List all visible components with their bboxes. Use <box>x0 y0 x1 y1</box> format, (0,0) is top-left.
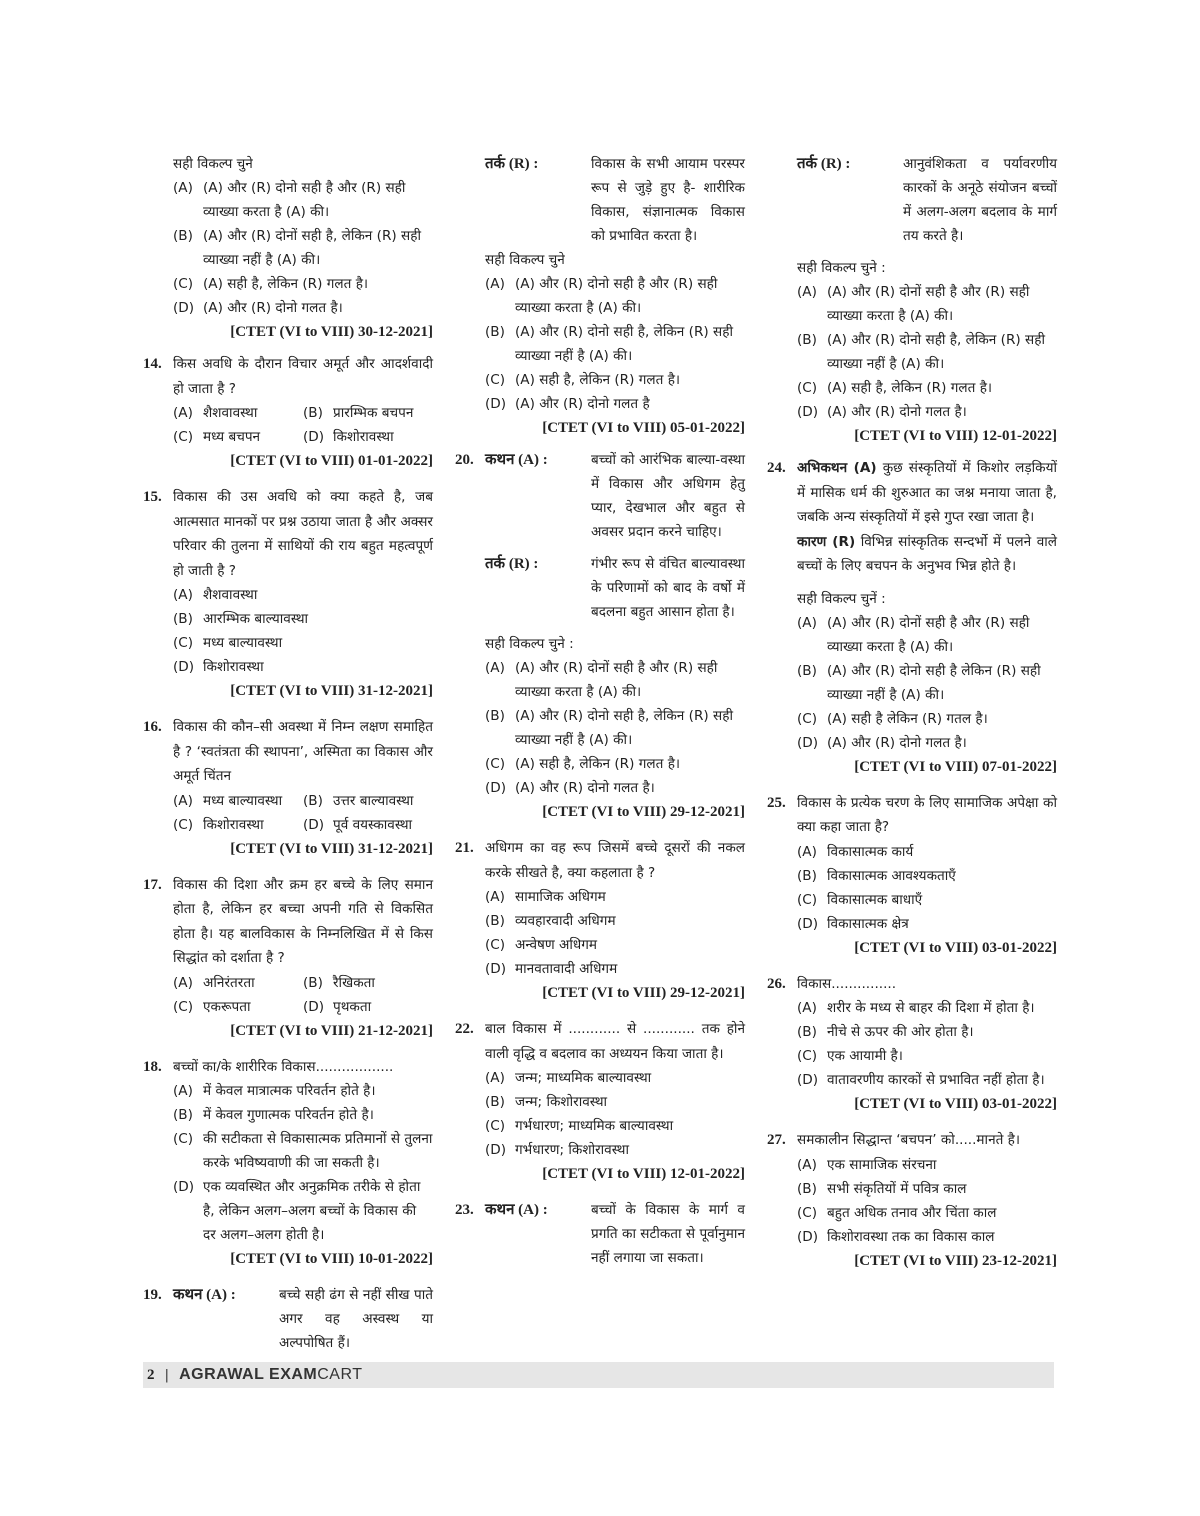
statement-label: कथन (A) : <box>485 452 548 468</box>
question-number: 27. <box>767 1132 786 1148</box>
reason-text: विकास के सभी आयाम परस्पर रूप से जुड़े हुए है- शारीरिक विकास, संज्ञानात्मक विकास को प्रभावित करता है। <box>591 156 745 244</box>
question-text: विकास............... <box>797 975 897 992</box>
question-number: 26. <box>767 975 786 992</box>
reason-text: गंभीर रूप से वंचित बाल्यावस्था के परिणामों को बाद के वर्षो में बदलना बहुत आसान होता है। <box>591 556 745 620</box>
question-14: 14. किस अवधि के दौरान विचार अमूर्त और आदर्शवादी हो जाता है ? (A) शैशवावस्था (B) प्रारम्भिक बचपन (C) मध्य बचपन (D) किशोरावस्था [CTET (VI to VIII) 01-01-2022] <box>143 352 433 481</box>
statement-text: बच्चों को आरंभिक बाल्या-वस्था में विकास और अधिगम हेतु प्यार, देखभाल और बहुत से अवसर प्रदान करने चाहिए। <box>591 452 745 540</box>
question-18: 18. बच्चों का/के शारीरिक विकास.................. (A) में केवल मात्रात्मक परिवर्तन होते है। (B) में केवल गुणात्मक परिवर्तन होते है। (C) की सटीकता से विकासात्मक प्रतिमानों से तुलना करके भविष्यवाणी की जा सकती है। (D) एक व्यवस्थित और अनुक्रमिक तरीके से होता है, लेकिन अलग–अलग बच्चों के विकास की दर अलग–अलग होती है। [CTET (VI to VIII) 10-01-2022] <box>143 1055 433 1280</box>
statement-text: बच्चे सही ढंग से नहीं सीख पाते अगर वह अस्वस्थ या अल्पपोषित हैं। <box>279 1287 433 1351</box>
page-number: 2 <box>147 1366 155 1383</box>
statement-label: कथन (A) : <box>173 1287 236 1303</box>
statement-text: बच्चों के विकास के मार्ग व प्रगति का सटीकता से पूर्वानुमान नहीं लगाया जा सकता। <box>591 1202 745 1266</box>
assertion-label: अभिकथन (A) <box>797 460 877 476</box>
exam-reference: [CTET (VI to VIII) 10-01-2022] <box>230 1251 433 1267</box>
exam-reference: [CTET (VI to VIII) 23-12-2021] <box>854 1252 1057 1269</box>
statement-label: कथन (A) : <box>485 1202 548 1218</box>
page-footer <box>143 1362 1054 1388</box>
reason-text: आनुवंशिकता व पर्यावरणीय कारकों के अनूठे संयोजन बच्चों में अलग-अलग बदलाव के मार्ग तय करते है। <box>903 156 1057 244</box>
exam-reference: [CTET (VI to VIII) 21-12-2021] <box>230 1022 433 1039</box>
question-23 <box>455 1198 745 1270</box>
reason-label: तर्क (R) : <box>797 156 851 172</box>
column-3: तर्क (R) : आनुवंशिकता व पर्यावरणीय कारकों के अनूठे संयोजन बच्चों में अलग-अलग बदलाव के मार्ग तय करते है। सही विकल्प चुने : (A) (A) और (R) दोनों सही है और (R) सही व्याख्या करता है (A) की। (B) (A) और (R) दोनो सही है, लेकिन (R) सही व्याख्या नहीं है (A) की। (C) (A) सही है, लेकिन (R) गलत है। (D) (A) और (R) दोनो गलत है। [CTET (VI to VIII) 12-01-2022] 24. अभिकथन (A) कुछ संस्कृतियों में किशोर लड़कियों में मासिक धर्म की शुरुआत का जश्न मनाया जाता है, जबकि अन्य संस्कृतियों में इसे गुप्त रखा जाता है। कारण (R) विभिन्न सांस्कृतिक सन्दर्भो में पलने वाले बच्चों के लिए बचपन के अनुभव भिन्न होते है। सही विकल्प चुनें : (A) (A) और (R) दोनों सही है और (R) सही व्याख्या करता है (A) की। (B) (A) और (R) दोनो सही है लेकिन (R) सही व्याख्या नहीं है (A) की। (C) (A) सही है लेकिन (R) गतल है। (D) (A) और (R) दोनो गलत है। [CTET (VI to VIII) 07-01-2022] 25. विकास के प्रत्येक चरण के लिए सामाजिक अपेक्षा को क्या कहा जाता है? (A) विकासात्मक कार्य (B) विकासात्मक आवश्यकताएँ (C) विकासात्मक बाधाएँ (D) विकासात्मक क्षेत्र [CTET (VI to VIII) 03-01-2022] 26. विकास............... (A) शरीर के मध्य से बाहर की दिशा में होता है। (B) नीचे से ऊपर की ओर होता है। (C) एक आयामी है। (D) वातावरणीय कारकों से प्रभावित नहीं होता है। [CTET (VI to VIII) 03-01-2022] 27. समकालीन सिद्धान्त ‘बचपन’ को.....मानते है। (A) एक सामाजिक संरचना (B) सभी संकृतियों में पवित्र काल (C) बहुत अधिक तनाव और चिंता काल (D) किशोरावस्था तक का विकास काल [CTET (VI to VIII) 23-12-2021] <box>767 152 1057 1285</box>
question-number: 23. <box>455 1202 474 1218</box>
question-text: विकास की दिशा और क्रम हर बच्चे के लिए समान होता है, लेकिन हर बच्चा अपनी गति से विकसित होता है। यह बालविकास के निम्नलिखित में से किस सिद्धांत को दर्शाता है ? <box>173 876 433 966</box>
exam-reference: [CTET (VI to VIII) 03-01-2022] <box>854 1096 1057 1112</box>
question-22: 22. बाल विकास में ............ से ............ तक होने वाली वृद्धि व बदलाव का अध्ययन किया जाता है। (A) जन्म; माध्यमिक बाल्यावस्था (B) जन्म; किशोरावस्था (C) गर्भधारण; माध्यमिक बाल्यावस्था (D) गर्भधारण; किशोरावस्था [CTET (VI to VIII) 12-01-2022] <box>455 1017 745 1194</box>
footer-separator: | <box>164 1367 170 1383</box>
question-number: 25. <box>767 794 786 811</box>
exam-reference: [CTET (VI to VIII) 03-01-2022] <box>854 939 1057 956</box>
question-15: 15. विकास की उस अवधि को क्या कहते है, जब आत्मसात मानकों पर प्रश्न उठाया जाता है और अक्सर परिवार की तुलना में साथियों की राय बहुत महत्वपूर्ण हो जाती है ? (A) शैशवावस्था (B) आरम्भिक बाल्यावस्था (C) मध्य बाल्यावस्था (D) किशोरावस्था [CTET (VI to VIII) 31-12-2021] <box>143 485 433 711</box>
question-number: 16. <box>143 719 162 735</box>
exam-reference: [CTET (VI to VIII) 12-01-2022] <box>542 1166 745 1182</box>
question-number: 19. <box>143 1287 162 1303</box>
exam-reference: [CTET (VI to VIII) 12-01-2022] <box>854 428 1057 444</box>
question-24: 24. अभिकथन (A) कुछ संस्कृतियों में किशोर लड़कियों में मासिक धर्म की शुरुआत का जश्न मनाया जाता है, जबकि अन्य संस्कृतियों में इसे गुप्त रखा जाता है। कारण (R) विभिन्न सांस्कृतिक सन्दर्भो में पलने वाले बच्चों के लिए बचपन के अनुभव भिन्न होते है। सही विकल्प चुनें : (A) (A) और (R) दोनों सही है और (R) सही व्याख्या करता है (A) की। (B) (A) और (R) दोनो सही है लेकिन (R) सही व्याख्या नहीं है (A) की। (C) (A) सही है लेकिन (R) गतल है। (D) (A) और (R) दोनो गलत है। [CTET (VI to VIII) 07-01-2022] <box>767 456 1057 787</box>
question-text: बच्चों का/के शारीरिक विकास.................. <box>173 1058 394 1075</box>
options-q13: (A) (A) और (R) दोनो सही है और (R) सही व्याख्या करता है (A) की। (B) (A) और (R) दोनों सही है, लेकिन (R) सही व्याख्या नहीं है (A) की। (C) (A) सही है, लेकिन (R) गलत है। (D) (A) और (R) दोनो गलत है। <box>173 180 421 316</box>
question-27: 27. समकालीन सिद्धान्त ‘बचपन’ को.....मानते है। (A) एक सामाजिक संरचना (B) सभी संकृतियों में पवित्र काल (C) बहुत अधिक तनाव और चिंता काल (D) किशोरावस्था तक का विकास काल [CTET (VI to VIII) 23-12-2021] <box>767 1128 1057 1281</box>
question-number: 21. <box>455 840 474 856</box>
reason-label: तर्क (R) : <box>485 556 539 572</box>
question-16: 16. विकास की कौन–सी अवस्था में निम्न लक्षण समाहित है ? ‘स्वतंत्रता की स्थापना’, अस्मिता का विकास और अमूर्त चिंतन (A) मध्य बाल्यावस्था (B) उत्तर बाल्यावस्था (C) किशोरावस्था (D) पूर्व वयस्कावस्था [CTET (VI to VIII) 31-12-2021] <box>143 715 433 869</box>
question-19 <box>143 1283 433 1355</box>
question-number: 22. <box>455 1021 474 1037</box>
prompt: सही विकल्प चुने : <box>797 260 886 276</box>
question-text: बाल विकास में ............ से ............ तक होने वाली वृद्धि व बदलाव का अध्ययन किया जाता है। <box>485 1021 745 1062</box>
exam-reference: [CTET (VI to VIII) 07-01-2022] <box>854 758 1057 775</box>
question-text: अधिगम का वह रूप जिसमें बच्चे दूसरों की नकल करके सीखते है, क्या कहलाता है ? <box>485 840 745 881</box>
exam-reference: [CTET (VI to VIII) 01-01-2022] <box>230 453 433 469</box>
question-26: 26. विकास............... (A) शरीर के मध्य से बाहर की दिशा में होता है। (B) नीचे से ऊपर की ओर होता है। (C) एक आयामी है। (D) वातावरणीय कारकों से प्रभावित नहीं होता है। [CTET (VI to VIII) 03-01-2022] <box>767 972 1057 1125</box>
question-number: 14. <box>143 356 162 372</box>
question-number: 24. <box>767 460 786 476</box>
question-20: 20. कथन (A) : बच्चों को आरंभिक बाल्या-वस्था में विकास और अधिगम हेतु प्यार, देखभाल और बहुत से अवसर प्रदान करने चाहिए। तर्क (R) : गंभीर रूप से वंचित बाल्यावस्था के परिणामों को बाद के वर्षो में बदलना बहुत आसान होता है। सही विकल्प चुने : (A) (A) और (R) दोनों सही है और (R) सही व्याख्या करता है (A) की। (B) (A) और (R) दोनो सही है, लेकिन (R) सही व्याख्या नहीं है (A) की। (C) (A) सही है, लेकिन (R) गलत है। (D) (A) और (R) दोनो गलत है। [CTET (VI to VIII) 29-12-2021] <box>455 448 745 832</box>
question-number: 15. <box>143 489 162 505</box>
question-text: समकालीन सिद्धान्त ‘बचपन’ को.....मानते है। <box>797 1132 1021 1148</box>
prompt: सही विकल्प चुने <box>485 252 565 268</box>
exam-reference: [CTET (VI to VIII) 31-12-2021] <box>230 683 433 699</box>
question-25: 25. विकास के प्रत्येक चरण के लिए सामाजिक अपेक्षा को क्या कहा जाता है? (A) विकासात्मक कार्य (B) विकासात्मक आवश्यकताएँ (C) विकासात्मक बाधाएँ (D) विकासात्मक क्षेत्र [CTET (VI to VIII) 03-01-2022] <box>767 791 1057 968</box>
question-17: 17. विकास की दिशा और क्रम हर बच्चे के लिए समान होता है, लेकिन हर बच्चा अपनी गति से विकसित होता है। यह बालविकास के निम्नलिखित में से किस सिद्धांत को दर्शाता है ? (A) अनिरंतरता (B) रैखिकता (C) एकरूपता (D) पृथकता [CTET (VI to VIII) 21-12-2021] <box>143 873 433 1051</box>
question-number: 20. <box>455 452 474 468</box>
assertion-text: कुछ संस्कृतियों में किशोर लड़कियों में मासिक धर्म की शुरुआत का जश्न मनाया जाता है, जबकि अन्य संस्कृतियों में इसे गुप्त रखा जाता है। <box>797 460 1058 525</box>
exam-reference: [CTET (VI to VIII) 29-12-2021] <box>542 985 745 1001</box>
column-2: तर्क (R) : विकास के सभी आयाम परस्पर रूप से जुड़े हुए है- शारीरिक विकास, संज्ञानात्मक विकास को प्रभावित करता है। सही विकल्प चुने (A) (A) और (R) दोनो सही है और (R) सही व्याख्या करता है (A) की। (B) (A) और (R) दोनो सही है, लेकिन (R) सही व्याख्या नहीं है (A) की। (C) (A) सही है, लेकिन (R) गलत है। (D) (A) और (R) दोनो गलत है [CTET (VI to VIII) 05-01-2022] 20. कथन (A) : बच्चों को आरंभिक बाल्या-वस्था में विकास और अधिगम हेतु प्यार, देखभाल और बहुत से अवसर प्रदान करने चाहिए। तर्क (R) : गंभीर रूप से वंचित बाल्यावस्था के परिणामों को बाद के वर्षो में बदलना बहुत आसान होता है। सही विकल्प चुने : (A) (A) और (R) दोनों सही है और (R) सही व्याख्या करता है (A) की। (B) (A) और (R) दोनो सही है, लेकिन (R) सही व्याख्या नहीं है (A) की। (C) (A) सही है, लेकिन (R) गलत है। (D) (A) और (R) दोनो गलत है। [CTET (VI to VIII) 29-12-2021] 21. अधिगम का वह रूप जिसमें बच्चे दूसरों की नकल करके सीखते है, क्या कहलाता है ? (A) सामाजिक अधिगम (B) व्यवहारवादी अधिगम (C) अन्वेषण अधिगम (D) मानवतावादी अधिगम [CTET (VI to VIII) 29-12-2021] 22. बाल विकास में ............ से ............ तक होने वाली वृद्धि व बदलाव का अध्ययन किया जाता है। (A) जन्म; माध्यमिक बाल्यावस्था (B) जन्म; किशोरावस्था (C) गर्भधारण; माध्यमिक बाल्यावस्था (D) गर्भधारण; किशोरावस्था [CTET (VI to VIII) 12-01-2022] 23. कथन (A) : बच्चों के विकास के मार्ग व प्रगति का सटीकता से पूर्वानुमान नहीं लगाया जा सकता। <box>455 152 745 1274</box>
brand-logo: AGRAWAL EXAMCART <box>179 1366 363 1383</box>
prompt: सही विकल्प चुनें : <box>797 590 886 607</box>
question-number: 17. <box>143 876 162 893</box>
question-text: किस अवधि के दौरान विचार अमूर्त और आदर्शवादी हो जाता है ? <box>173 356 433 397</box>
prompt: सही विकल्प चुने : <box>485 636 574 652</box>
exam-reference: [CTET (VI to VIII) 31-12-2021] <box>230 840 433 857</box>
exam-reference: [CTET (VI to VIII) 29-12-2021] <box>542 804 745 820</box>
prompt: सही विकल्प चुने <box>173 156 253 172</box>
column-1 <box>143 152 433 1359</box>
question-21: 21. अधिगम का वह रूप जिसमें बच्चे दूसरों की नकल करके सीखते है, क्या कहलाता है ? (A) सामाजिक अधिगम (B) व्यवहारवादी अधिगम (C) अन्वेषण अधिगम (D) मानवतावादी अधिगम [CTET (VI to VIII) 29-12-2021] <box>455 836 745 1013</box>
reason-label: तर्क (R) : <box>485 156 539 172</box>
reason-text: विभिन्न सांस्कृतिक सन्दर्भो में पलने वाले बच्चों के लिए बचपन के अनुभव भिन्न होते है। <box>797 533 1057 574</box>
question-text: विकास की कौन–सी अवस्था में निम्न लक्षण समाहित है ? ‘स्वतंत्रता की स्थापना’, अस्मिता का विकास और अमूर्त चिंतन <box>173 719 433 784</box>
question-text: विकास के प्रत्येक चरण के लिए सामाजिक अपेक्षा को क्या कहा जाता है? <box>797 794 1057 835</box>
question-text: विकास की उस अवधि को क्या कहते है, जब आत्मसात मानकों पर प्रश्न उठाया जाता है और अक्सर परिवार की तुलना में साथियों की राय बहुत महत्वपूर्ण हो जाती है ? <box>173 489 433 579</box>
exam-reference: [CTET (VI to VIII) 30-12-2021] <box>230 324 433 340</box>
exam-reference: [CTET (VI to VIII) 05-01-2022] <box>542 420 745 436</box>
reason-label: कारण (R) <box>797 533 856 550</box>
question-number: 18. <box>143 1058 162 1075</box>
